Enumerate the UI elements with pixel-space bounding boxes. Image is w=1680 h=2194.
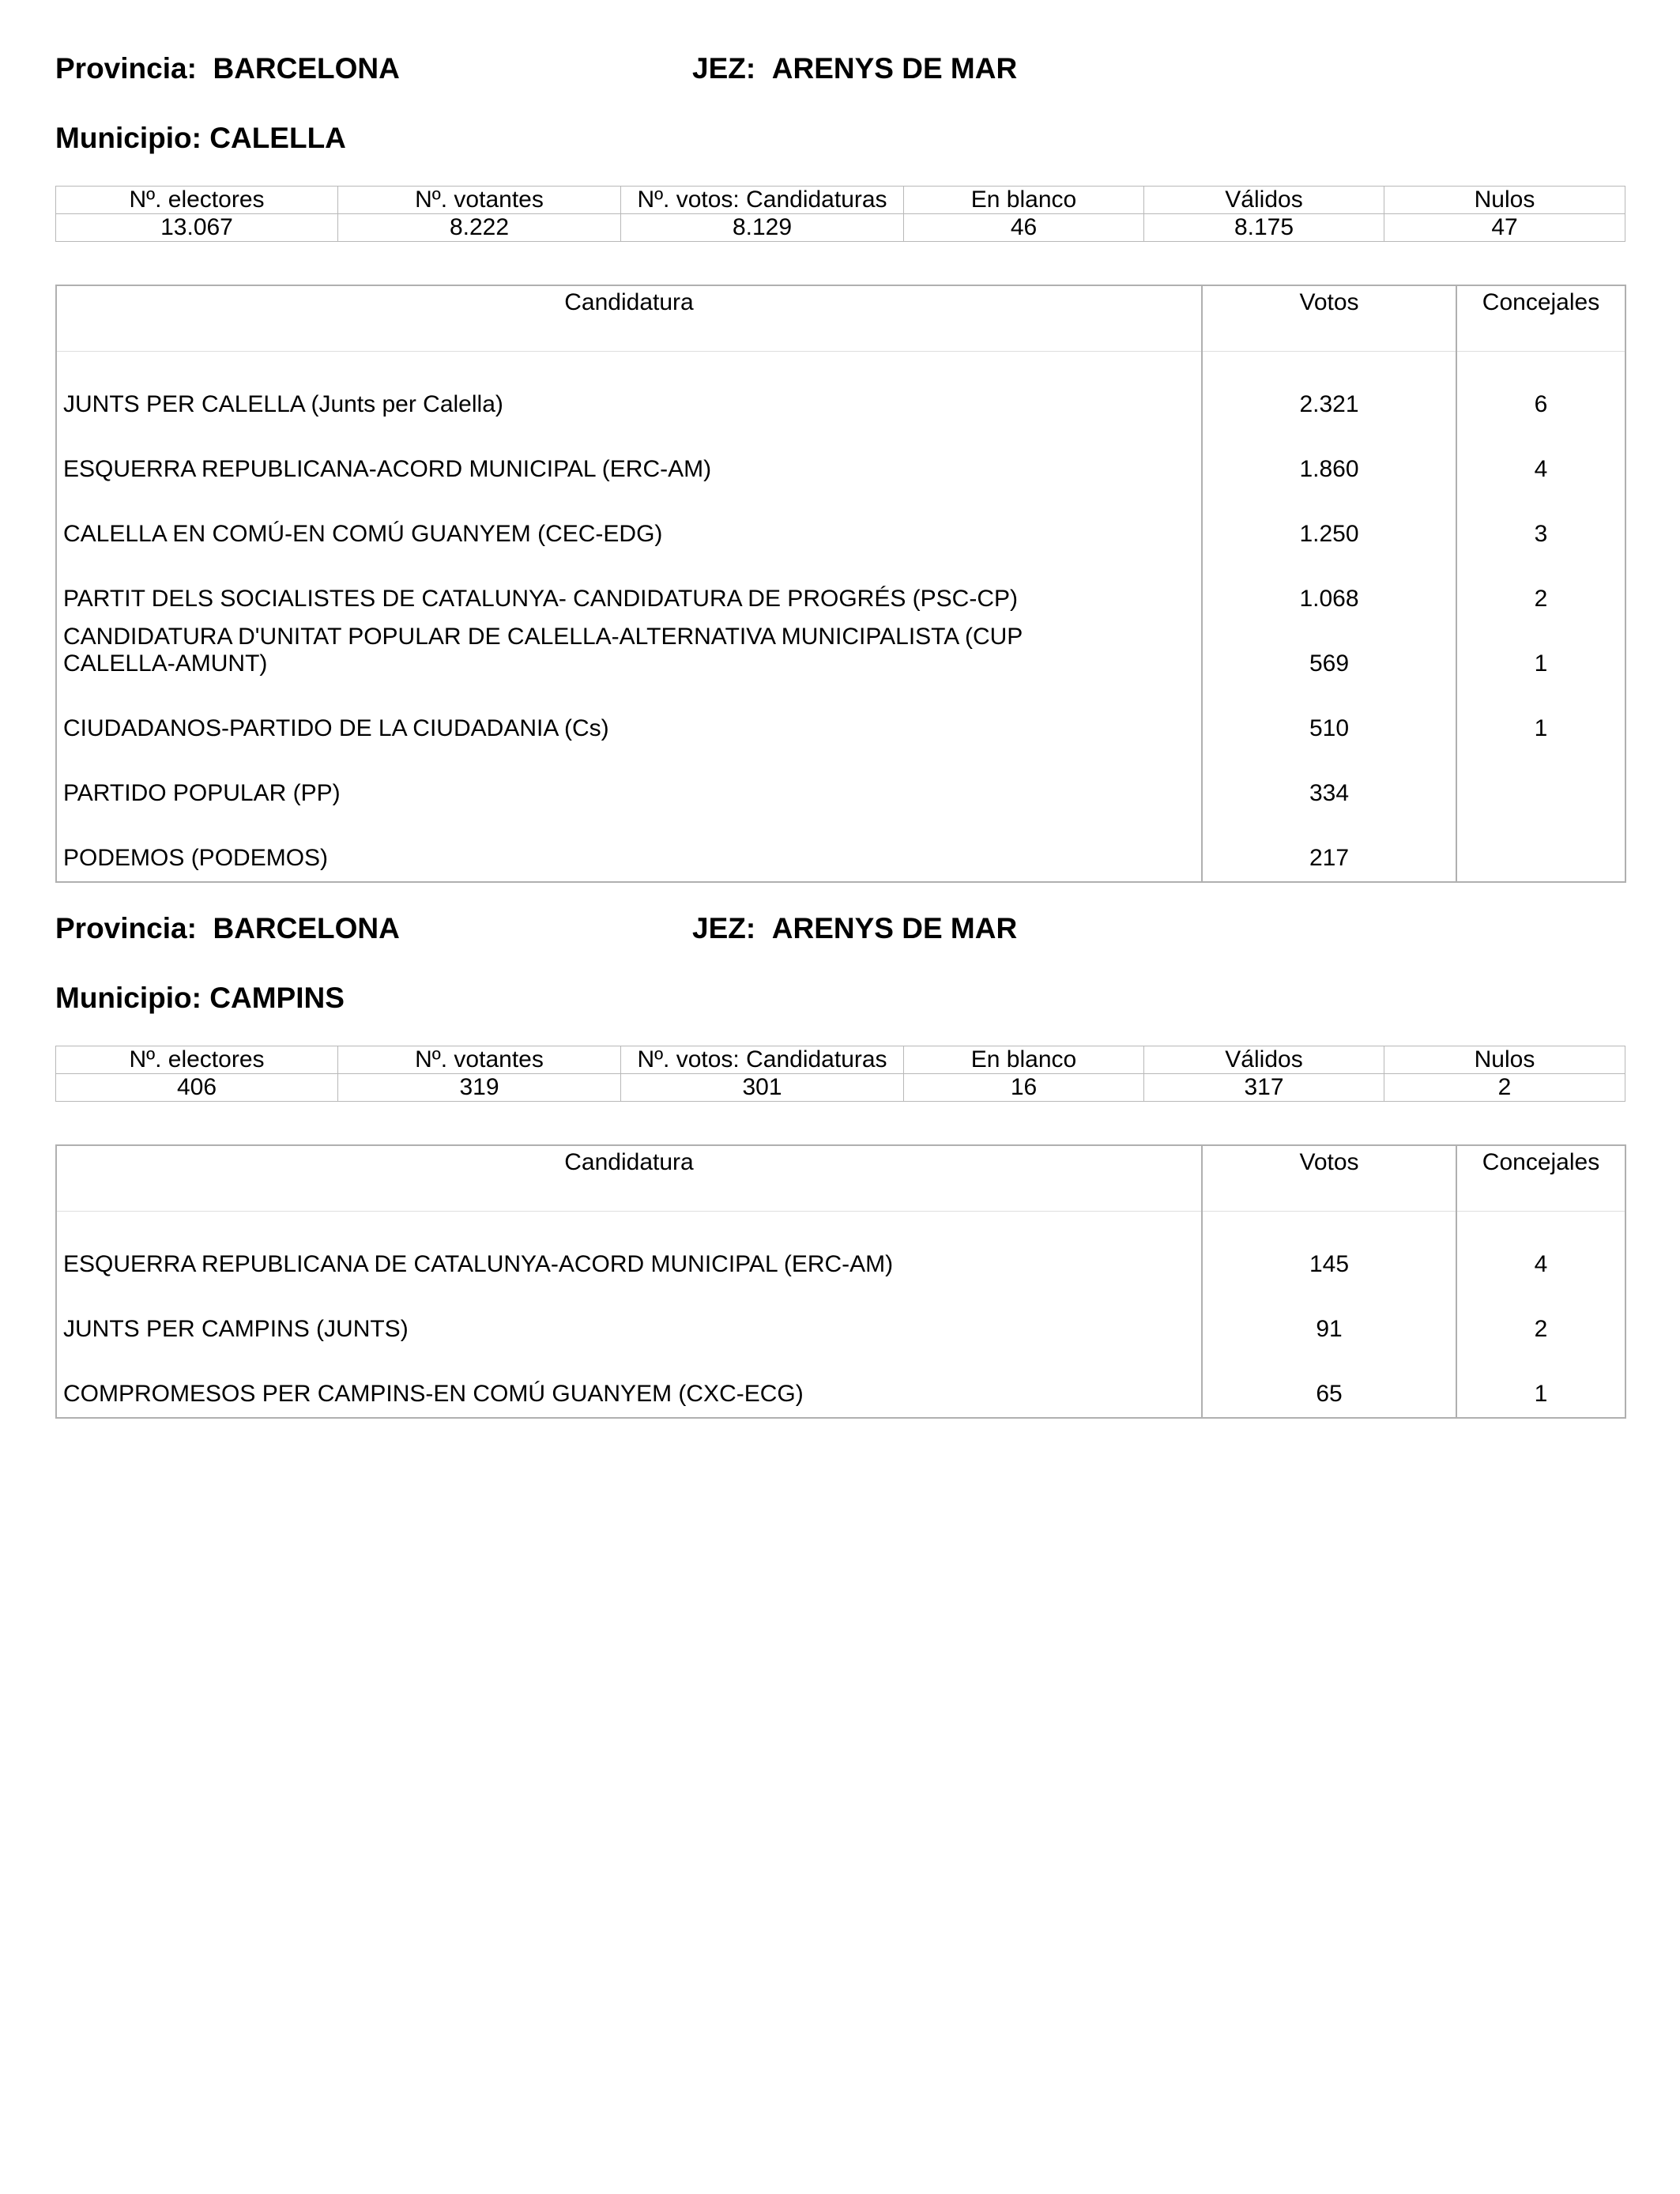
- provincia-label: Provincia:: [55, 52, 197, 85]
- municipio-line: [55, 121, 346, 156]
- cand-name: PODEMOS (PODEMOS): [63, 845, 329, 871]
- cand-name: JUNTS PER CALELLA (Junts per Calella): [63, 391, 503, 417]
- cand-name: PARTIT DELS SOCIALISTES DE CATALUNYA- CANDIDATURA DE PROGRÉS (PSC-CP): [63, 586, 1018, 612]
- stat-value-votos-candidaturas: 301: [621, 1074, 904, 1102]
- stat-value-votantes: 319: [338, 1074, 621, 1102]
- cand-votos: 334: [1202, 752, 1456, 816]
- cand-header-votos: Votos: [1202, 285, 1456, 352]
- provincia-value: BARCELONA: [213, 912, 400, 944]
- provincia-line: [55, 911, 400, 946]
- cand-concejales: 1: [1456, 622, 1625, 687]
- cand-votos: 2.321: [1202, 363, 1456, 428]
- stat-header-votantes: Nº. votantes: [338, 187, 621, 214]
- cand-name: CIUDADANOS-PARTIDO DE LA CIUDADANIA (Cs): [63, 715, 609, 741]
- cand-votos: 510: [1202, 687, 1456, 752]
- provincia-line: [55, 51, 400, 86]
- table-row: [56, 687, 1625, 752]
- table-row: [56, 622, 1625, 687]
- stat-value-en-blanco: 16: [904, 1074, 1144, 1102]
- stats-header-row: [56, 1046, 1625, 1074]
- candidaturas-header-row: [56, 1145, 1625, 1212]
- stat-header-electores: Nº. electores: [56, 1046, 338, 1074]
- spacer-row: [56, 1212, 1625, 1223]
- stat-header-en-blanco: En blanco: [904, 187, 1144, 214]
- stat-header-electores: Nº. electores: [56, 187, 338, 214]
- cand-votos: 65: [1202, 1352, 1456, 1418]
- table-row: [56, 1223, 1625, 1287]
- stat-value-votos-candidaturas: 8.129: [621, 214, 904, 242]
- stat-value-votantes: 8.222: [338, 214, 621, 242]
- jez-label: JEZ:: [692, 912, 756, 944]
- stat-value-validos: 317: [1144, 1074, 1384, 1102]
- cand-name: COMPROMESOS PER CAMPINS-EN COMÚ GUANYEM (CXC-ECG): [63, 1381, 804, 1407]
- municipio-line: [55, 981, 345, 1016]
- cand-name: CALELLA EN COMÚ-EN COMÚ GUANYEM (CEC-EDG): [63, 521, 663, 547]
- cand-concejales: 3: [1456, 492, 1625, 557]
- stat-value-nulos: 2: [1384, 1074, 1625, 1102]
- stat-header-en-blanco: En blanco: [904, 1046, 1144, 1074]
- stat-header-nulos: Nulos: [1384, 187, 1625, 214]
- cand-name: ESQUERRA REPUBLICANA-ACORD MUNICIPAL (ERC-AM): [63, 456, 712, 482]
- stats-table: [55, 186, 1625, 242]
- cand-votos: 217: [1202, 816, 1456, 882]
- stat-header-votantes: Nº. votantes: [338, 1046, 621, 1074]
- cand-header-concejales: Concejales: [1456, 285, 1625, 352]
- candidaturas-header-row: [56, 285, 1625, 352]
- municipio-value: CAMPINS: [209, 982, 345, 1014]
- candidaturas-table: [55, 1144, 1626, 1419]
- municipio-label: Municipio:: [55, 982, 202, 1014]
- stat-value-en-blanco: 46: [904, 214, 1144, 242]
- table-row: [56, 363, 1625, 428]
- jez-label: JEZ:: [692, 52, 756, 85]
- cand-votos: 1.250: [1202, 492, 1456, 557]
- jez-line: [692, 51, 1017, 86]
- cand-votos: 1.860: [1202, 428, 1456, 492]
- table-row: [56, 1352, 1625, 1418]
- cand-concejales: [1456, 752, 1625, 816]
- table-row: [56, 816, 1625, 882]
- cand-header-concejales: Concejales: [1456, 1145, 1625, 1212]
- cand-concejales: 4: [1456, 1223, 1625, 1287]
- stat-value-nulos: 47: [1384, 214, 1625, 242]
- cand-concejales: 4: [1456, 428, 1625, 492]
- jez-line: [692, 911, 1017, 946]
- cand-header-votos: Votos: [1202, 1145, 1456, 1212]
- stat-header-validos: Válidos: [1144, 1046, 1384, 1074]
- cand-votos: 145: [1202, 1223, 1456, 1287]
- stat-value-electores: 13.067: [56, 214, 338, 242]
- cand-name: PARTIDO POPULAR (PP): [63, 780, 341, 806]
- stats-value-row: [56, 214, 1625, 242]
- stats-table: [55, 1046, 1625, 1102]
- cand-votos: 91: [1202, 1287, 1456, 1352]
- cand-name: CANDIDATURA D'UNITAT POPULAR DE CALELLA-ALTERNATIVA MUNICIPALISTA (CUP CALELLA-AMUNT): [63, 624, 1023, 677]
- stat-value-electores: 406: [56, 1074, 338, 1102]
- provincia-label: Provincia:: [55, 912, 197, 944]
- cand-header-candidatura: Candidatura: [56, 1145, 1202, 1212]
- cand-concejales: [1456, 816, 1625, 882]
- cand-votos: 1.068: [1202, 557, 1456, 622]
- stats-header-row: [56, 187, 1625, 214]
- cand-header-candidatura: Candidatura: [56, 285, 1202, 352]
- table-row: [56, 428, 1625, 492]
- stat-value-validos: 8.175: [1144, 214, 1384, 242]
- cand-concejales: 2: [1456, 557, 1625, 622]
- cand-votos: 569: [1202, 622, 1456, 687]
- stat-header-validos: Válidos: [1144, 187, 1384, 214]
- cand-name: ESQUERRA REPUBLICANA DE CATALUNYA-ACORD MUNICIPAL (ERC-AM): [63, 1251, 894, 1277]
- provincia-value: BARCELONA: [213, 52, 400, 85]
- cand-concejales: 2: [1456, 1287, 1625, 1352]
- jez-value: ARENYS DE MAR: [771, 912, 1018, 944]
- spacer-row: [56, 352, 1625, 364]
- municipio-label: Municipio:: [55, 122, 202, 154]
- stats-value-row: [56, 1074, 1625, 1102]
- stat-header-nulos: Nulos: [1384, 1046, 1625, 1074]
- jez-value: ARENYS DE MAR: [771, 52, 1018, 85]
- table-row: [56, 1287, 1625, 1352]
- municipio-value: CALELLA: [209, 122, 346, 154]
- stat-header-votos-candidaturas: Nº. votos: Candidaturas: [621, 1046, 904, 1074]
- cand-concejales: 1: [1456, 1352, 1625, 1418]
- table-row: [56, 752, 1625, 816]
- cand-concejales: 1: [1456, 687, 1625, 752]
- candidaturas-table: [55, 285, 1626, 883]
- table-row: [56, 557, 1625, 622]
- table-row: [56, 492, 1625, 557]
- cand-concejales: 6: [1456, 363, 1625, 428]
- cand-name: JUNTS PER CAMPINS (JUNTS): [63, 1316, 409, 1342]
- stat-header-votos-candidaturas: Nº. votos: Candidaturas: [621, 187, 904, 214]
